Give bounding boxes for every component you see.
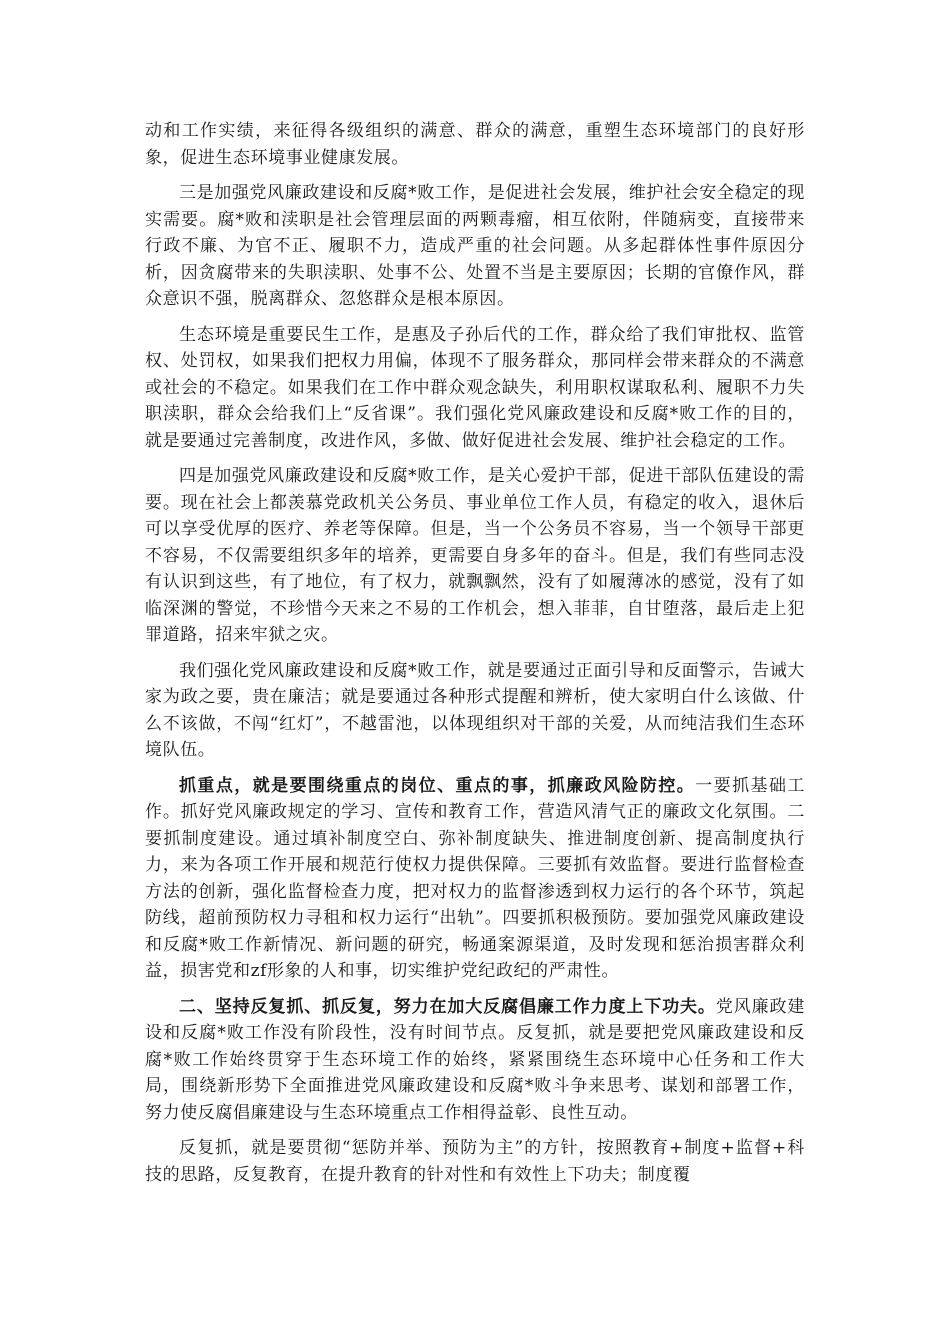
paragraph-4-text: 四是加强党风廉政建设和反腐*败工作，是关心爱护干部，促进干部队伍建设的需要。现在社会上都羡慕党政机关公务员、事业单位工作人员，有稳定的收入，退休后可以享受优厚的医疗、养老等保障。但是，当一个公务员不容易，当一个领导干部更不容易，不仅需要组织多年的培养，更需要自身多年的奋斗。但是，我们有些同志没有认识到这些，有了地位，有了权力，就飘飘然，没有了如履薄冰的感觉，没有了如临深渊的警觉，不珍惜今天来之不易的工作机会，想入菲菲，自甘堕落，最后走上犯罪道路，招来牢狱之灾。	[145, 466, 805, 645]
paragraph-5	[145, 658, 805, 764]
document-page	[145, 118, 805, 1197]
paragraph-7-text: 党风廉政建设和反腐*败工作没有阶段性，没有时间节点。反复抓，就是要把党风廉政建设和反腐*败工作始终贯穿于生态环境工作的始终，紧紧围绕生态环境中心任务和工作大局，围绕新形势下全面推进党风廉政建设和反腐*败斗争来思考、谋划和部署工作，努力使反腐倡廉建设与生态环境重点工作相得益彰、良性互动。	[145, 996, 806, 1123]
paragraph-3	[145, 322, 805, 455]
paragraph-2	[145, 180, 805, 313]
paragraph-4	[145, 463, 805, 649]
paragraph-1	[145, 118, 805, 171]
paragraph-6-heading: 抓重点，就是要围绕重点的岗位、重点的事，抓廉政风险防控。	[179, 775, 696, 796]
paragraph-2-text: 三是加强党风廉政建设和反腐*败工作，是促进社会发展，维护社会安全稳定的现实需要。腐*败和渎职是社会管理层面的两颗毒瘤，相互依附，伴随病变，直接带来行政不廉、为官不正、履职不力，造成严重的社会问题。从多起群体性事件原因分析，因贪腐带来的失职渎职、处事不公、处置不当是主要原因；长期的官僚作风，群众意识不强，脱离群众、忽悠群众是根本原因。	[145, 183, 805, 309]
paragraph-1-text: 动和工作实绩，来征得各级组织的满意、群众的满意，重塑生态环境部门的良好形象，促进生态环境事业健康发展。	[145, 121, 805, 168]
paragraph-7	[145, 994, 805, 1127]
paragraph-3-text: 生态环境是重要民生工作，是惠及子孙后代的工作，群众给了我们审批权、监管权、处罚权，如果我们把权力用偏，体现不了服务群众，那同样会带来群众的不满意或社会的不稳定。如果我们在工作中群众观念缺失，利用职权谋取私利、履职不力失职渎职，群众会给我们上“反省课”。我们强化党风廉政建设和反腐*败工作的目的，就是要通过完善制度，改进作风，多做、做好促进社会发展、维护社会稳定的工作。	[145, 324, 805, 451]
paragraph-8	[145, 1135, 805, 1188]
paragraph-6-text: 一要抓基础工作。抓好党风廉政规定的学习、宣传和教育工作，营造风清气正的廉政文化氛围。二要抓制度建设。通过填补制度空白、弥补制度缺失、推进制度创新、提高制度执行力，来为各项工作开展和规范行使权力提供保障。三要抓有效监督。要进行监督检查方法的创新，强化监督检查力度，把对权力的监督渗透到权力运行的各个环节，筑起防线，超前预防权力寻租和权力运行“出轨”。四要抓积极预防。要加强党风廉政建设和反腐*败工作新情况、新问题的研究，畅通案源渠道，及时发现和惩治损害群众利益，损害党和zf形象的人和事，切实维护党纪政纪的严肃性。	[145, 775, 805, 981]
paragraph-5-text: 我们强化党风廉政建设和反腐*败工作，就是要通过正面引导和反面警示，告诫大家为政之要，贵在廉洁；就是要通过各种形式提醒和辨析，使大家明白什么该做、什么不该做，不闯“红灯”，不越雷池，以体现组织对干部的关爱，从而纯洁我们生态环境队伍。	[145, 660, 805, 760]
paragraph-8-text: 反复抓，就是要贯彻“惩防并举、预防为主”的方针，按照教育+制度+监督+科技的思路，反复教育，在提升教育的针对性和有效性上下功夫；制度覆	[145, 1138, 805, 1185]
paragraph-6	[145, 773, 805, 985]
section-heading-2: 二、坚持反复抓、抓反复，努力在加大反腐倡廉工作力度上下功夫。	[179, 996, 716, 1017]
